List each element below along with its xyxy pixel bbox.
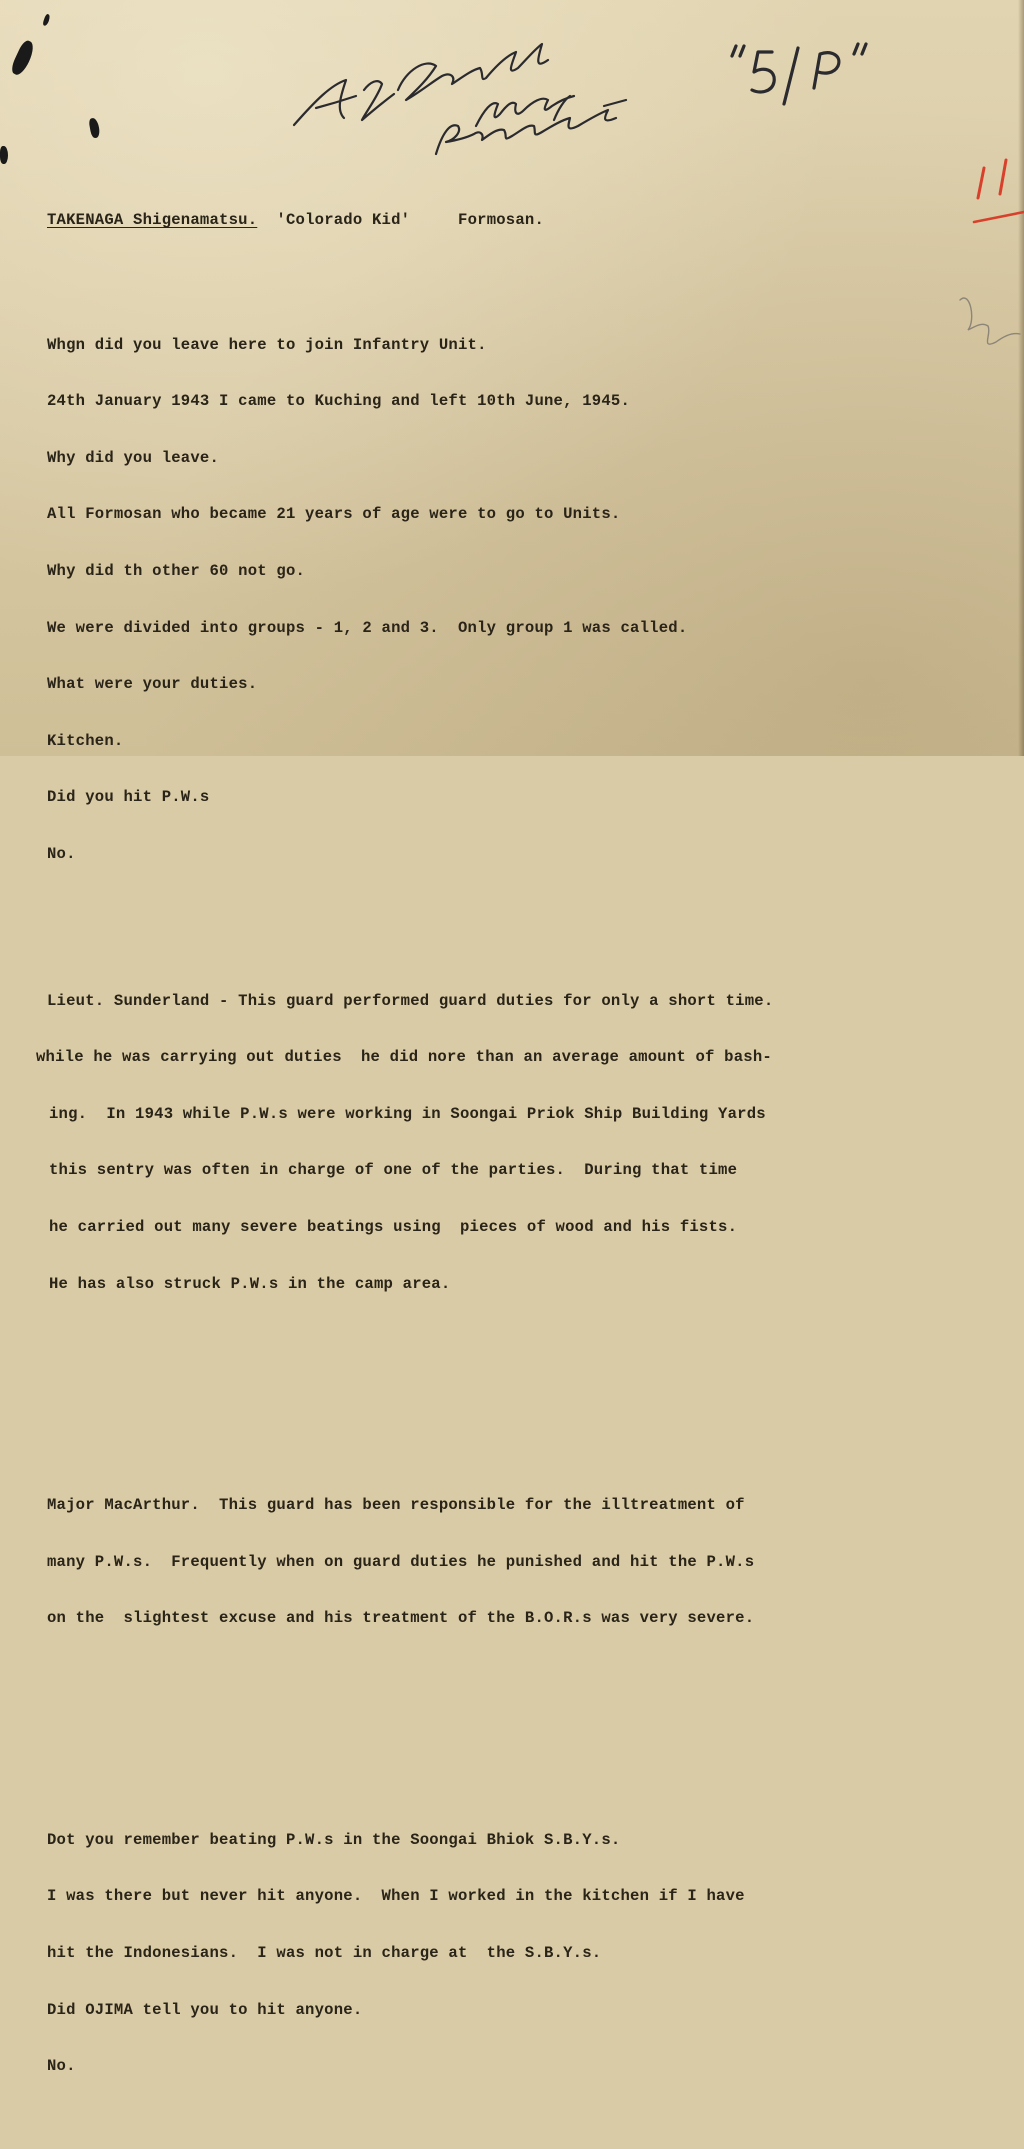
- statement-line: Major MacArthur. This guard has been responsible for the illtreatment of: [47, 1496, 745, 1515]
- interrogation-line: Kitchen.: [47, 731, 124, 750]
- interrogation-line: 24th January 1943 I came to Kuching and left 10th June, 1945.: [47, 392, 631, 411]
- ink-blot-small: [42, 14, 51, 27]
- statement-line: many P.W.s. Frequently when on guard duties he punished and hit the P.W.s: [47, 1552, 755, 1571]
- interrogation-line: What were your duties.: [47, 675, 258, 694]
- final-questions: [47, 1794, 1007, 2113]
- question-line: I was there but never hit anyone. When I worked in the kitchen if I have: [47, 1887, 745, 1906]
- subject-nationality: Formosan.: [458, 211, 545, 229]
- ink-blot-middle-left: [88, 117, 100, 138]
- question-line: Dot you remember beating P.W.s in the Soongai Bhiok S.B.Y.s.: [47, 1830, 621, 1849]
- statement-line: while he was carrying out duties he did nore than an average amount of bash-: [36, 1048, 772, 1067]
- subject-name: TAKENAGA Shigenamatsu.: [47, 211, 258, 229]
- interrogation-line: Whgn did you leave here to join Infantry Unit.: [47, 335, 487, 354]
- statement-line: he carried out many severe beatings using pieces of wood and his fists.: [49, 1217, 738, 1236]
- reference-graphic: [728, 40, 878, 110]
- statement-line: ing. In 1943 while P.W.s were working in Soongai Priok Ship Building Yards: [49, 1104, 766, 1123]
- interrogation-line: Did you hit P.W.s: [47, 788, 210, 807]
- interrogation-line: We were divided into groups - 1, 2 and 3. Only group 1 was called.: [47, 618, 688, 637]
- interrogation-line: Why did th other 60 not go.: [47, 561, 306, 580]
- subject-nickname: 'Colorado Kid': [276, 211, 411, 229]
- sunderland-statement: [36, 955, 1007, 1331]
- interrogation-line: All Formosan who became 21 years of age were to go to Units.: [47, 505, 621, 524]
- statement-line: He has also struck P.W.s in the camp area.: [49, 1274, 451, 1293]
- macarthur-statement: [47, 1459, 1007, 1665]
- typed-transcript: [36, 174, 1007, 2149]
- question-line: Did OJIMA tell you to hit anyone.: [47, 2000, 363, 2019]
- statement-line: this sentry was often in charge of one of the parties. During that time: [49, 1161, 738, 1180]
- interrogation-line: Why did you leave.: [47, 448, 220, 467]
- ink-blot-edge: [0, 146, 8, 164]
- statement-line: Lieut. Sunderland - This guard performed guard duties for only a short time.: [47, 991, 774, 1010]
- paragraph-gap: [47, 1719, 1007, 1740]
- header-line: [47, 210, 1007, 231]
- question-line: hit the Indonesians. I was not in charge at the S.B.Y.s.: [47, 1944, 602, 1963]
- interrogation-block: [47, 299, 1007, 901]
- interrogation-line: No.: [47, 844, 76, 863]
- statement-line: on the slightest excuse and his treatment of the B.O.R.s was very severe.: [47, 1609, 755, 1628]
- question-line: No.: [47, 2057, 76, 2076]
- paragraph-gap: [47, 1384, 1007, 1405]
- signature-graphic: [286, 30, 646, 160]
- ink-blot-top-left: [9, 39, 37, 78]
